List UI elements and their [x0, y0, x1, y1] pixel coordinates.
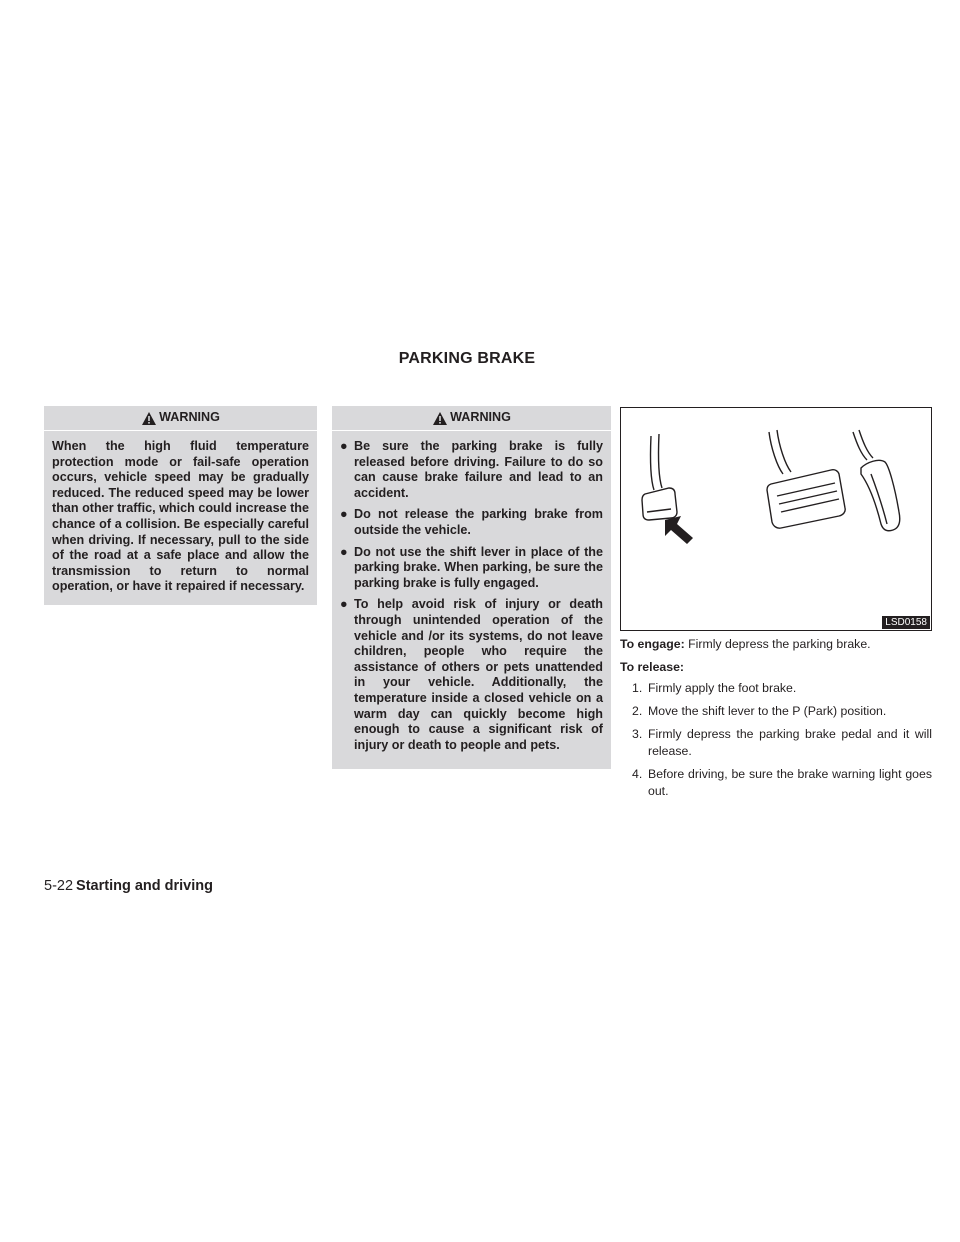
release-steps	[620, 680, 932, 800]
list-item-text: Do not release the parking brake from outside the vehicle.	[354, 507, 603, 537]
list-item	[340, 597, 603, 753]
warning-box-center	[332, 406, 611, 769]
step-number: 1.	[632, 681, 643, 695]
warning-list	[332, 431, 611, 769]
section-name: Starting and driving	[76, 878, 213, 894]
bullet-icon: ●	[340, 597, 348, 612]
list-item	[340, 545, 603, 592]
step-number: 3.	[632, 727, 643, 741]
release-label: To release:	[620, 660, 685, 674]
warning-text: When the high fluid temperature protection mode or fail-safe operation occurs, vehicle speed may be gradually reduced. The reduced speed may be lower than other traffic, which could increase the chance of a collision. Be especially careful when driving. If necessary, pull to the side of the road at a safe place and allow the transmission to return to normal operation, or have it repaired if necessary.	[52, 439, 309, 594]
bullet-icon: ●	[340, 544, 348, 559]
release-paragraph	[620, 659, 932, 676]
step-item	[620, 726, 932, 760]
engage-label: To engage:	[620, 637, 685, 651]
step-number: 4.	[632, 767, 643, 781]
warning-icon	[141, 411, 157, 426]
warning-header	[332, 406, 611, 431]
step-item	[620, 766, 932, 800]
step-text: Firmly apply the foot brake.	[648, 681, 797, 695]
page-footer	[44, 878, 213, 894]
step-text: Firmly depress the parking brake pedal and it will release.	[648, 727, 932, 758]
warning-icon	[432, 411, 448, 426]
figure-code: LSD0158	[882, 616, 930, 629]
pedals-drawing	[621, 408, 931, 630]
step-text: Move the shift lever to the P (Park) position.	[648, 704, 887, 718]
list-item	[340, 439, 603, 501]
warning-heading: WARNING	[159, 410, 220, 425]
bullet-icon: ●	[340, 439, 348, 453]
instructions	[620, 636, 932, 806]
list-item-text: Do not use the shift lever in place of the parking brake. When parking, be sure the parking brake is fully engaged.	[354, 544, 603, 590]
warning-heading: WARNING	[450, 410, 511, 425]
arrow-icon	[665, 516, 693, 544]
warning-header	[44, 406, 317, 431]
list-item	[340, 507, 603, 538]
engage-paragraph	[620, 636, 932, 653]
list-item-text: Be sure the parking brake is fully released before driving. Failure to do so can cause brake failure and lead to an accident.	[354, 439, 603, 500]
warning-box-left	[44, 406, 317, 605]
step-item	[620, 703, 932, 720]
pedal-illustration	[620, 407, 932, 631]
step-number: 2.	[632, 704, 643, 718]
list-item-text: To help avoid risk of injury or death through unintended operation of the vehicle and /or its systems, do not leave children, people who require the assistance of others or pets unattended in your vehicle. Additionally, the temperature inside a closed vehicle on a warm day can quickly become high enough to cause a significant risk of injury or death to people and pets.	[354, 597, 603, 752]
section-title: PARKING BRAKE	[398, 350, 536, 367]
page-number: 5-22	[44, 878, 74, 894]
step-text: Before driving, be sure the brake warning light goes out.	[648, 767, 932, 798]
bullet-icon: ●	[340, 507, 348, 522]
engage-text: Firmly depress the parking brake.	[688, 637, 871, 651]
step-item	[620, 680, 932, 697]
